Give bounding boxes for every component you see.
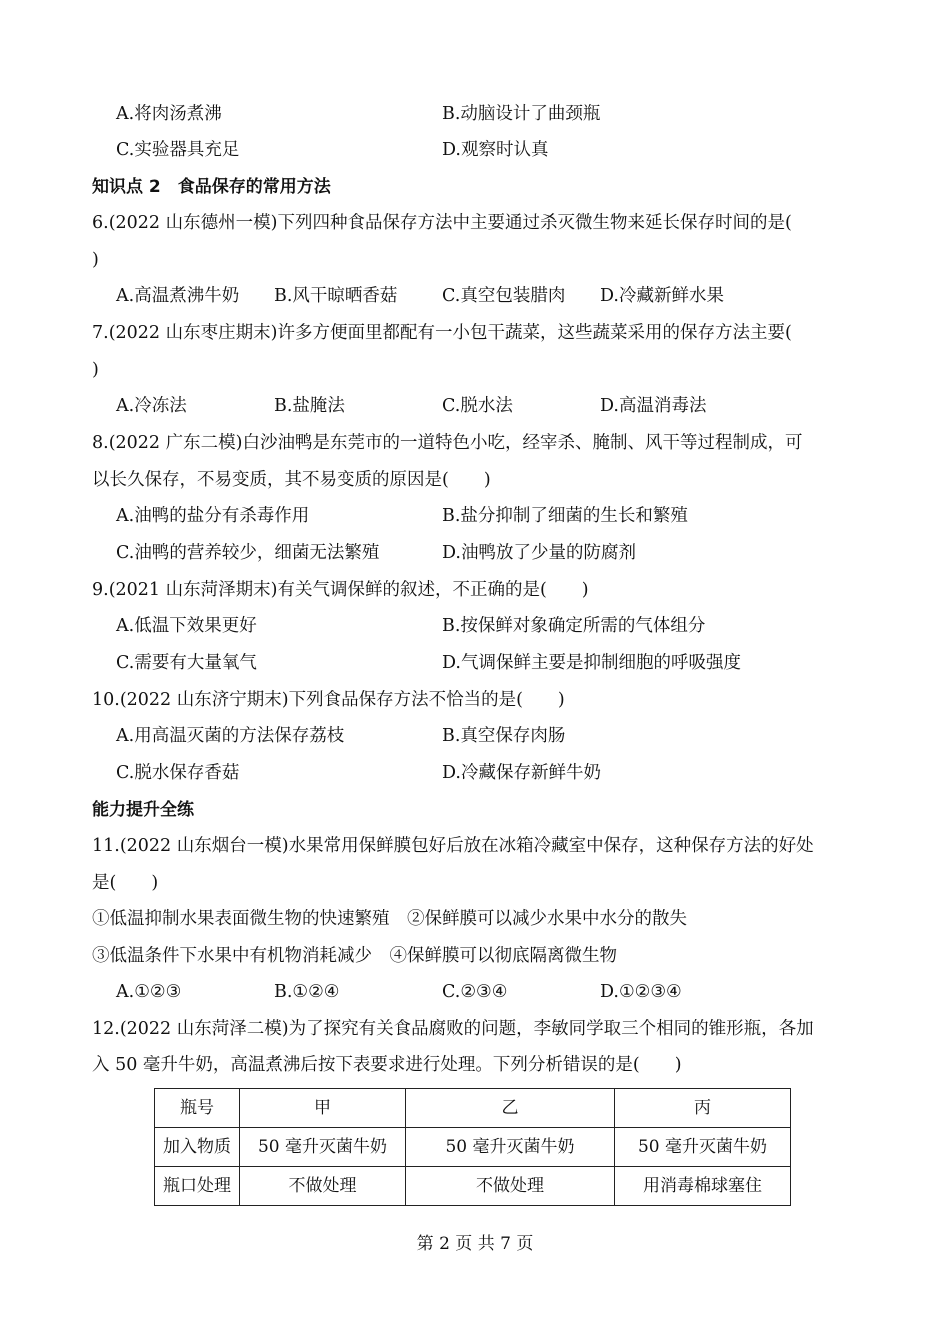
table-cell: 用消毒棉球塞住 bbox=[615, 1167, 791, 1206]
q10-option-b: B.真空保存肉肠 bbox=[442, 726, 566, 746]
q9-option-d: D.气调保鲜主要是抑制细胞的呼吸强度 bbox=[442, 653, 741, 673]
q6-option-b: B.风干晾晒香菇 bbox=[274, 286, 398, 306]
q8-option-b: B.盐分抑制了细菌的生长和繁殖 bbox=[442, 506, 688, 526]
q6-stem-cont: ) bbox=[92, 250, 99, 270]
section-title-food-preservation: 知识点 2 食品保存的常用方法 bbox=[92, 177, 331, 197]
table-header-row bbox=[155, 1089, 791, 1128]
q6-option-c: C.真空包装腊肉 bbox=[442, 286, 566, 306]
table-cell: 50 毫升灭菌牛奶 bbox=[240, 1128, 406, 1167]
q11-stem-cont: 是( ) bbox=[92, 873, 159, 893]
q9-option-b: B.按保鲜对象确定所需的气体组分 bbox=[442, 616, 706, 636]
q10-stem: 10.(2022 山东济宁期末)下列食品保存方法不恰当的是( ) bbox=[92, 690, 565, 710]
table-header-cell: 丙 bbox=[615, 1089, 791, 1128]
q6-option-a: A.高温煮沸牛奶 bbox=[116, 286, 240, 306]
q11-option-a: A.①②③ bbox=[116, 982, 182, 1002]
table-cell: 50 毫升灭菌牛奶 bbox=[615, 1128, 791, 1167]
table-row bbox=[155, 1167, 791, 1206]
table-cell: 不做处理 bbox=[240, 1167, 406, 1206]
q7-stem: 7.(2022 山东枣庄期末)许多方便面里都配有一小包干蔬菜，这些蔬菜采用的保存方法主要( bbox=[92, 323, 792, 343]
table-cell: 不做处理 bbox=[406, 1167, 615, 1206]
q12-stem-cont: 入 50 毫升牛奶，高温煮沸后按下表要求进行处理。下列分析错误的是( ) bbox=[92, 1055, 682, 1075]
q7-option-a: A.冷冻法 bbox=[116, 396, 187, 416]
q7-option-b: B.盐腌法 bbox=[274, 396, 345, 416]
q8-option-a: A.油鸭的盐分有杀毒作用 bbox=[116, 506, 310, 526]
q11-option-d: D.①②③④ bbox=[600, 982, 682, 1002]
q5-option-d: D.观察时认真 bbox=[442, 140, 549, 160]
q5-option-b: B.动脑设计了曲颈瓶 bbox=[442, 104, 601, 124]
q5-option-c: C.实验器具充足 bbox=[116, 140, 240, 160]
table-cell: 50 毫升灭菌牛奶 bbox=[406, 1128, 615, 1167]
q11-statements-2: ③低温条件下水果中有机物消耗减少 ④保鲜膜可以彻底隔离微生物 bbox=[92, 946, 617, 966]
q8-stem-cont: 以长久保存，不易变质，其不易变质的原因是( ) bbox=[92, 470, 491, 490]
q9-option-a: A.低温下效果更好 bbox=[116, 616, 257, 636]
experiment-table bbox=[154, 1088, 791, 1206]
q11-statements-1: ①低温抑制水果表面微生物的快速繁殖 ②保鲜膜可以减少水果中水分的散失 bbox=[92, 909, 687, 929]
q11-option-c: C.②③④ bbox=[442, 982, 508, 1002]
q7-option-c: C.脱水法 bbox=[442, 396, 513, 416]
q6-stem: 6.(2022 山东德州一模)下列四种食品保存方法中主要通过杀灭微生物来延长保存时间的是( bbox=[92, 213, 792, 233]
q8-stem: 8.(2022 广东二模)白沙油鸭是东莞市的一道特色小吃，经宰杀、腌制、风干等过程制成，可 bbox=[92, 433, 803, 453]
section-title-ability: 能力提升全练 bbox=[92, 800, 194, 820]
q6-option-d: D.冷藏新鲜水果 bbox=[600, 286, 724, 306]
q9-option-c: C.需要有大量氧气 bbox=[116, 653, 257, 673]
table-header-cell: 乙 bbox=[406, 1089, 615, 1128]
q8-option-d: D.油鸭放了少量的防腐剂 bbox=[442, 543, 636, 563]
q11-option-b: B.①②④ bbox=[274, 982, 340, 1002]
q12-stem: 12.(2022 山东菏泽二模)为了探究有关食品腐败的问题，李敏同学取三个相同的锥形瓶，各加 bbox=[92, 1019, 814, 1039]
q10-option-c: C.脱水保存香菇 bbox=[116, 763, 240, 783]
q5-option-a: A.将肉汤煮沸 bbox=[116, 104, 222, 124]
table-cell: 瓶口处理 bbox=[155, 1167, 240, 1206]
q8-option-c: C.油鸭的营养较少，细菌无法繁殖 bbox=[116, 543, 380, 563]
page-footer: 第 2 页 共 7 页 bbox=[416, 1234, 534, 1254]
q11-stem: 11.(2022 山东烟台一模)水果常用保鲜膜包好后放在冰箱冷藏室中保存，这种保存方法的好处 bbox=[92, 836, 814, 856]
q10-option-d: D.冷藏保存新鲜牛奶 bbox=[442, 763, 601, 783]
table-header-cell: 甲 bbox=[240, 1089, 406, 1128]
q7-option-d: D.高温消毒法 bbox=[600, 396, 707, 416]
table-cell: 加入物质 bbox=[155, 1128, 240, 1167]
q9-stem: 9.(2021 山东菏泽期末)有关气调保鲜的叙述，不正确的是( ) bbox=[92, 580, 589, 600]
table-row bbox=[155, 1128, 791, 1167]
q10-option-a: A.用高温灭菌的方法保存荔枝 bbox=[116, 726, 345, 746]
q7-stem-cont: ) bbox=[92, 360, 99, 380]
table-header-cell: 瓶号 bbox=[155, 1089, 240, 1128]
